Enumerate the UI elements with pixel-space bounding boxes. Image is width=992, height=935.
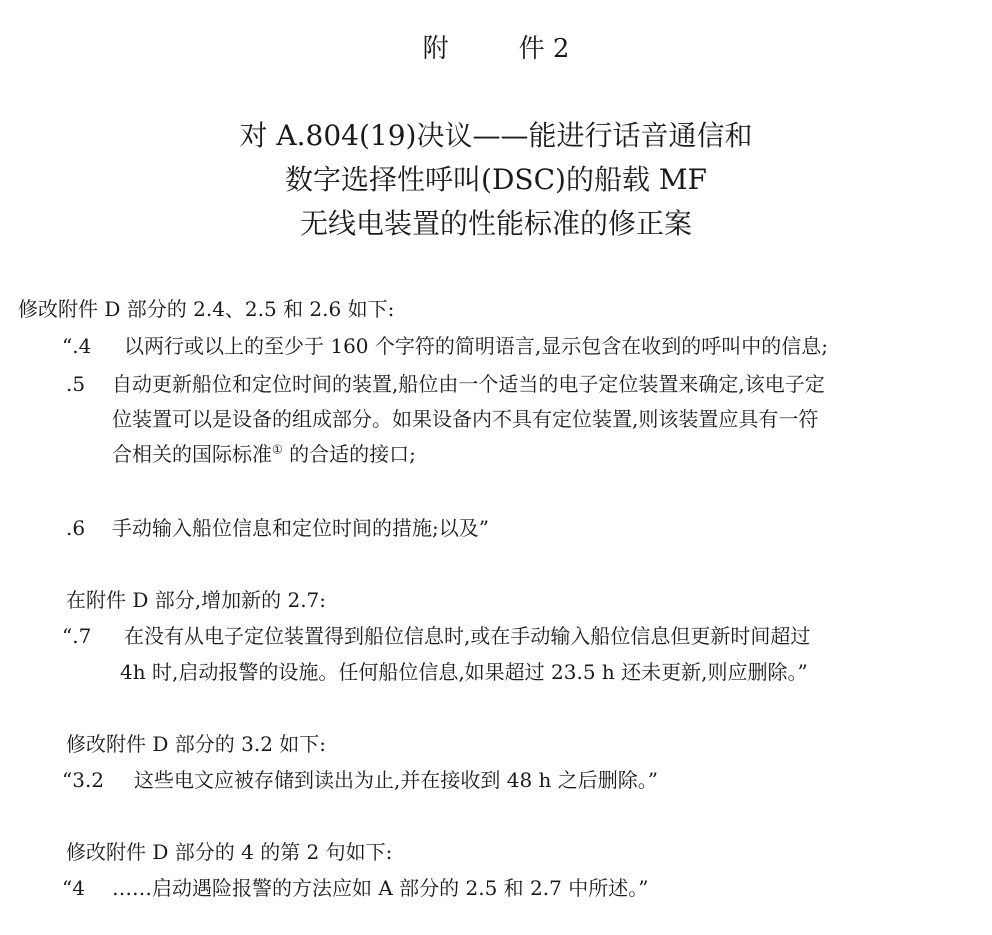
item-3-2: [62, 764, 658, 793]
item-7-number: “.7: [62, 624, 92, 648]
item-6: [66, 512, 489, 541]
item-4b: [62, 872, 648, 901]
section-3-heading: 修改附件 D 部分的 3.2 如下:: [66, 732, 327, 756]
item-6-number: .6: [66, 516, 86, 540]
item-4: [62, 330, 828, 359]
item-5-line-3: [112, 438, 416, 467]
item-5-text-1: 自动更新船位和定位时间的装置,船位由一个适当的电子定位装置来确定,该电子定: [112, 372, 825, 396]
item-4-number: “.4: [62, 334, 92, 358]
annex-word-1: 附: [422, 34, 449, 64]
item-6-text: 手动输入船位信息和定位时间的措施;以及”: [112, 516, 489, 540]
title-line-3: 无线电装置的性能标准的修正案: [299, 207, 692, 240]
footnote-marker[interactable]: ①: [272, 442, 283, 457]
document-title: [0, 114, 992, 246]
title-line-1: 对 A.804(19)决议——能进行话音通信和: [239, 119, 753, 152]
item-7-text-2: 4h 时,启动报警的设施。任何船位信息,如果超过 23.5 h 还未更新,则应删除。”: [120, 660, 808, 684]
item-5-text-3a: 合相关的国际标准: [112, 442, 272, 466]
item-4-text: 以两行或以上的至少于 160 个字符的简明语言,显示包含在收到的呼叫中的信息;: [124, 334, 828, 358]
section-1-heading: 修改附件 D 部分的 2.4、2.5 和 2.6 如下:: [18, 297, 395, 321]
annex-word-2: 件 2: [518, 34, 570, 64]
item-5-text-3b: 的合适的接口;: [282, 442, 416, 466]
section-4-heading: 修改附件 D 部分的 4 的第 2 句如下:: [66, 840, 393, 864]
item-5-line-1: [66, 368, 825, 397]
item-4b-number: “4: [62, 876, 85, 900]
item-7-line-1: [62, 620, 810, 649]
item-3-2-number: “3.2: [62, 768, 105, 792]
item-5-number: .5: [66, 372, 86, 396]
item-4b-text: ……启动遇险报警的方法应如 A 部分的 2.5 和 2.7 中所述。”: [112, 876, 649, 900]
item-3-2-text: 这些电文应被存储到读出为止,并在接收到 48 h 之后删除。”: [134, 768, 658, 792]
annex-label: [0, 28, 992, 65]
title-line-2: 数字选择性呼叫(DSC)的船载 MF: [285, 163, 707, 196]
item-5-text-2: 位装置可以是设备的组成部分。如果设备内不具有定位装置,则该装置应具有一符: [112, 407, 819, 431]
item-7-text-1: 在没有从电子定位装置得到船位信息时,或在手动输入船位信息但更新时间超过: [124, 624, 811, 648]
section-2-heading: 在附件 D 部分,增加新的 2.7:: [66, 588, 327, 612]
